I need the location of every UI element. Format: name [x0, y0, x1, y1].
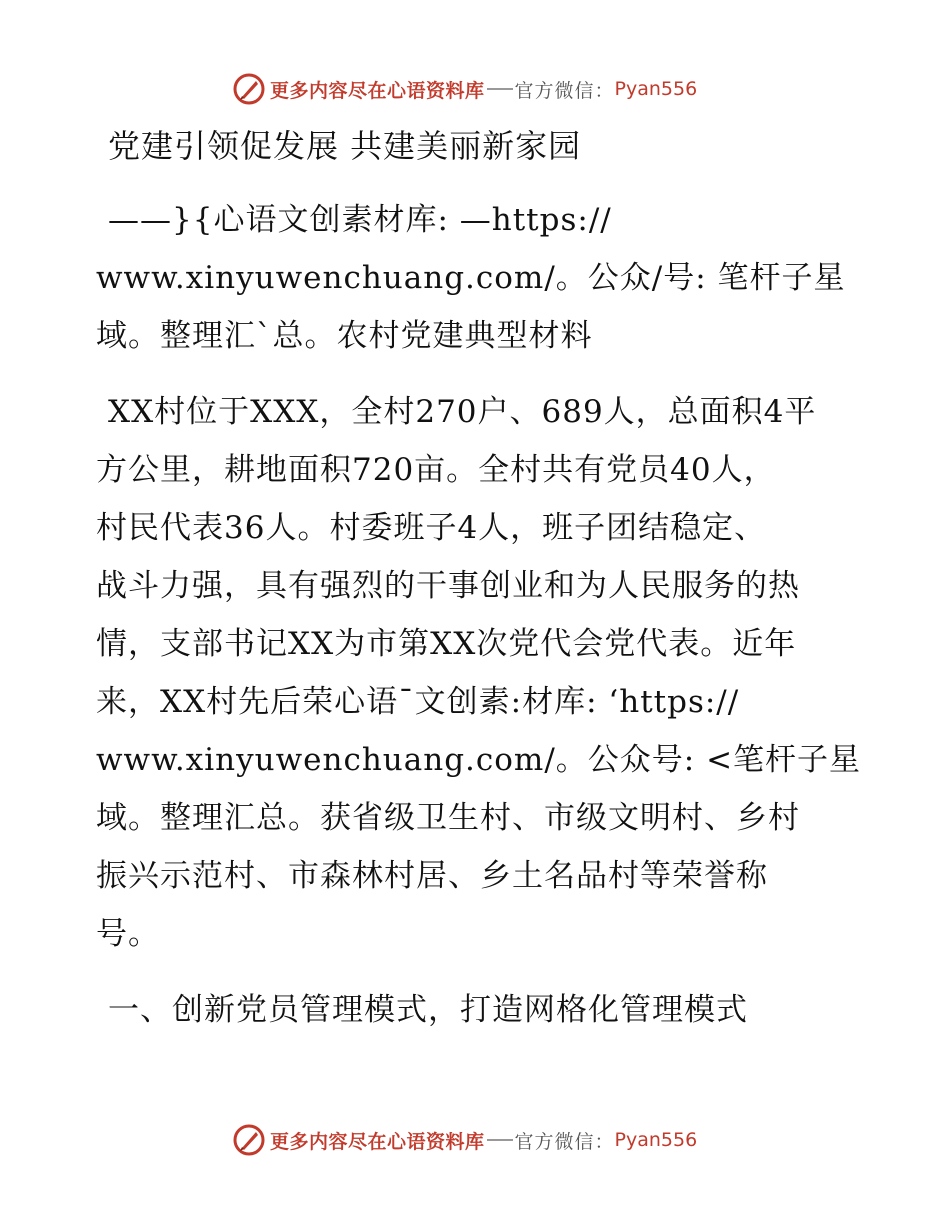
body-line: 振兴示范村、市森林村居、乡土名品村等荣誉称	[96, 858, 768, 894]
banner-contact-id: Pyan556	[614, 78, 698, 100]
banner-brand-text: 更多内容尽在心语资料库	[270, 1130, 485, 1153]
body-line: 情，支部书记XX为市第XX次党代会党代表。近年	[96, 626, 797, 662]
body-line: 域。整理汇总。获省级卫生村、市级文明村、乡村	[96, 800, 800, 836]
banner-contact-id: Pyan556	[614, 1129, 698, 1151]
banner-divider	[487, 1139, 513, 1141]
banner-official-label: 官方微信：	[514, 1130, 615, 1153]
body-line: 村民代表36人。村委班子4人，班子团结稳定、	[96, 510, 767, 546]
body-line: 来，XX村先后荣心语¯文创素:材库: ‘https://	[96, 684, 740, 720]
body-line: 战斗力强，具有强烈的干事创业和为人民服务的热	[96, 568, 800, 604]
subtitle-line: www.xinyuwenchuang.com/。公众/号: 笔杆子星	[96, 260, 846, 296]
header-banner	[232, 72, 697, 106]
body-line: 方公里，耕地面积720亩。全村共有党员40人，	[96, 452, 776, 488]
footer-banner	[232, 1123, 697, 1157]
banner-brand-text: 更多内容尽在心语资料库	[270, 79, 485, 102]
body-line: www.xinyuwenchuang.com/。公众号: <笔杆子星	[96, 742, 862, 778]
body-line: XX村位于XXX，全村270户、689人，总面积4平	[108, 394, 817, 430]
subtitle-line: ——}{心语文创素材库: —https://	[108, 202, 612, 238]
quill-pen-icon	[232, 72, 266, 106]
banner-official-label: 官方微信：	[514, 79, 615, 102]
page-title: 党建引领促发展 共建美丽新家园	[108, 127, 582, 165]
body-line: 号。	[96, 916, 160, 952]
subtitle-line: 域。整理汇`总。农村党建典型材料	[96, 318, 593, 354]
quill-pen-icon	[232, 1123, 266, 1157]
banner-divider	[487, 88, 513, 90]
section-heading: 一、创新党员管理模式，打造网格化管理模式	[108, 992, 748, 1028]
